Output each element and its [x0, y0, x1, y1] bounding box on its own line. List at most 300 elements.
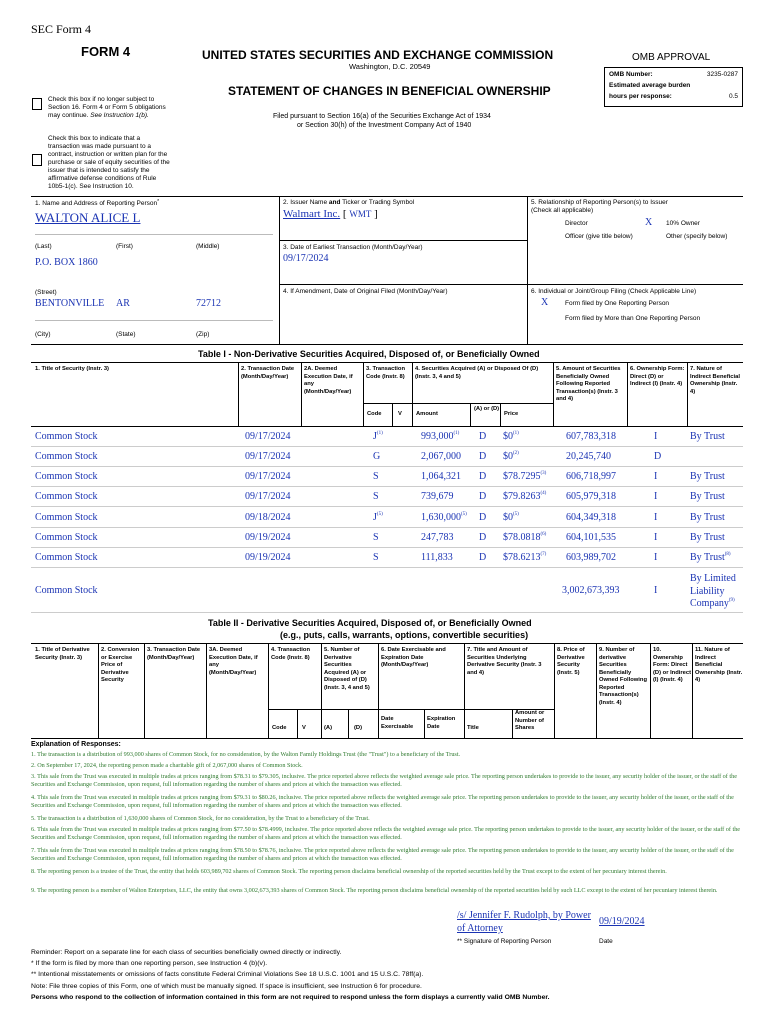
bracket-close: ]	[374, 208, 378, 220]
t1-cell-owned	[566, 491, 616, 502]
t1-col-deemed: 2A. Deemed Execution Date, if any (Month/Day/Year)	[304, 366, 353, 395]
filed-pursuant-2: or Section 30(h) of the Investment Company Act of 1940	[297, 122, 472, 129]
divider	[348, 709, 349, 738]
section16-checkbox[interactable]	[32, 98, 42, 110]
commission-title: UNITED STATES SECURITIES AND EXCHANGE COMMISSION	[202, 48, 554, 62]
t1-cell-nature	[690, 532, 725, 543]
t1-cell-title-text: Common Stock	[35, 451, 98, 462]
t1-cell-price	[503, 491, 546, 502]
zip-label: (Zip)	[196, 331, 210, 338]
t1-cell-date-text: 09/17/2024	[245, 431, 291, 442]
section16-instruction: See Instruction 1(b).	[90, 112, 149, 119]
earliest-date-value: 09/17/2024	[283, 253, 329, 264]
reminder-2: * If the form is filed by more than one reporting person, see Instruction 4 (b)(v).	[31, 960, 268, 967]
t1-cell-owned-text: 605,979,318	[566, 491, 616, 502]
t1-cell-nature-text: By Trust	[690, 552, 725, 563]
t1-last-nature-3: Company	[690, 598, 729, 609]
t1-cell-code	[373, 532, 379, 543]
reminder-4: Note: File three copies of this Form, one of which must be manually signed. If space is insufficient, see Instruction 6 for procedure.	[31, 983, 422, 990]
t1-cell-date	[245, 451, 291, 462]
t2-col-ownership: 10. Ownership Form: Direct (D) or Indirect (I) (Instr. 4)	[653, 647, 692, 683]
t1-cell-form	[654, 552, 657, 563]
t1-cell-amount	[421, 532, 454, 543]
t1-cell-price-footnote: (4)	[540, 491, 547, 496]
t1-cell-form-text: I	[654, 552, 658, 563]
footnote-3: 3. This sale from the Trust was executed in multiple trades at prices ranging from $78.31 to $79.305, inclusive. The price reported above reflects the weighted average sale price. The reporting person undertakes to provide to the issuer, any security holder of the issuer, or the staff of the Securities and Exchange Commission, upon request, full information regarding the number of shares and prices at which the transaction was effected.	[31, 773, 737, 788]
omb-hours-label: hours per response:	[609, 93, 672, 100]
t1-cell-owned	[566, 552, 616, 563]
t1-cell-nature-text: By Trust	[690, 431, 725, 442]
t1-cell-owned	[566, 532, 616, 543]
rule10b5-line: purchase or sale of equity securities of the	[48, 159, 170, 166]
t1-sub-code: Code	[367, 411, 382, 417]
t1-col-amount-owned: 5. Amount of Securities Beneficially Owned Following Reported Transaction(s) (Instr. 3 and 4)	[556, 366, 621, 402]
t1-cell-ad-text: D	[479, 491, 487, 502]
t1-cell-amount-text: 111,833	[421, 552, 453, 563]
footnote-4: 4. This sale from the Trust was executed in multiple trades at prices ranging from $79.31 to $80.26, inclusive. The price reported above reflects the weighted average sale price. The reporting person undertakes to provide to the issuer, any security holder of the issuer, or the staff of the Securities and Exchange Commission, upon request, full information regarding the number of shares and prices at which the transaction was effected.	[31, 794, 734, 809]
divider	[279, 196, 280, 344]
t1-cell-date	[245, 431, 291, 442]
divider	[596, 643, 597, 738]
t1-cell-owned	[566, 471, 616, 482]
divider	[363, 362, 364, 426]
table-row	[31, 508, 743, 528]
sec-form-label: SEC Form 4	[31, 22, 92, 36]
t1-last-owned: 3,002,673,393	[562, 585, 620, 596]
t1-cell-owned-text: 604,101,535	[566, 532, 616, 543]
t1-cell-price-text: $79.8263	[503, 491, 541, 502]
omb-burden-label: Estimated average burden	[609, 82, 691, 89]
rule10b5-line: issuer that is intended to satisfy the	[48, 167, 150, 174]
t1-cell-title	[35, 532, 98, 543]
t1-cell-nature-footnote: (8)	[724, 552, 731, 557]
divider	[31, 196, 743, 197]
table-row	[31, 487, 743, 507]
street-value: P.O. BOX 1860	[35, 257, 98, 268]
t1-cell-price-footnote: (6)	[540, 532, 547, 537]
t1-last-title: Common Stock	[35, 585, 98, 596]
filing-more: Form filed by More than One Reporting Person	[565, 315, 701, 322]
t1-cell-amount	[421, 431, 459, 442]
t1-cell-title	[35, 431, 98, 442]
t2-sub-expiration: Expiration Date	[427, 716, 456, 730]
rule10b5-line: affirmative defense conditions of Rule	[48, 175, 157, 182]
t1-cell-price	[503, 512, 519, 523]
filed-pursuant-1: Filed pursuant to Section 16(a) of the Securities Exchange Act of 1934	[273, 113, 491, 120]
filing-mark[interactable]: X	[541, 297, 549, 308]
footnote-2: 2. On September 17, 2024, the reporting person made a charitable gift of 2,067,000 shares of Common Stock.	[31, 762, 303, 769]
t1-sub-amount: Amount	[416, 411, 438, 417]
state-value: AR	[116, 298, 130, 309]
t1-cell-owned	[566, 451, 611, 462]
t1-cell-price-footnote: (2)	[513, 451, 519, 456]
zip-value: 72712	[196, 298, 221, 309]
signature-line-1: /s/ Jennifer F. Rudolph, by Power	[457, 910, 591, 921]
amendment-label: 4. If Amendment, Date of Original Filed (Month/Day/Year)	[283, 288, 448, 295]
t2-sub-a: (A)	[324, 725, 333, 731]
issuer-ticker: WMT	[349, 209, 372, 219]
rule10b5-line: transaction was made pursuant to a	[48, 143, 151, 150]
t1-cell-title	[35, 491, 98, 502]
first-name-label: (First)	[116, 243, 133, 250]
earliest-date-label: 3. Date of Earliest Transaction (Month/Day/Year)	[283, 244, 423, 251]
reporting-person-label-text: 1. Name and Address of Reporting Person	[35, 200, 158, 207]
t1-cell-ad-text: D	[479, 431, 487, 442]
t1-sub-v: V	[398, 411, 402, 417]
t1-cell-date	[245, 471, 291, 482]
date-label: Date	[599, 938, 613, 945]
t1-last-nature-2: Liability	[690, 585, 725, 597]
t1-cell-amount	[421, 552, 453, 563]
t1-cell-price-text: $0	[503, 431, 513, 442]
t1-cell-ad-text: D	[479, 512, 487, 523]
t2-sub-code: Code	[272, 725, 287, 731]
middle-name-label: (Middle)	[196, 243, 220, 250]
t1-cell-date	[245, 491, 291, 502]
t1-cell-date-text: 09/17/2024	[245, 471, 291, 482]
city-value: BENTONVILLE	[35, 298, 105, 309]
t1-cell-ad-text: D	[479, 471, 487, 482]
divider	[692, 643, 693, 738]
rule10b5-line: Check this box to indicate that a	[48, 135, 141, 142]
ten-percent-owner-label: 10% Owner	[666, 220, 700, 227]
bracket-open: [	[342, 208, 347, 220]
t1-cell-title-text: Common Stock	[35, 491, 98, 502]
t1-cell-price	[503, 552, 546, 563]
t1-cell-form	[654, 471, 657, 482]
t1-cell-ad	[479, 491, 486, 502]
t1-cell-code	[373, 431, 383, 442]
omb-hours: 0.5	[728, 93, 738, 100]
t1-cell-code-text: J	[373, 512, 377, 523]
signature-date: 09/19/2024	[599, 916, 645, 927]
t2-sub-exercisable: Date Exercisable	[381, 716, 414, 730]
t1-cell-price-text: $0	[503, 512, 513, 523]
t1-cell-amount-text: 993,000	[421, 431, 454, 442]
t1-sub-aord: (A) or (D)	[474, 406, 500, 412]
t1-cell-date-text: 09/17/2024	[245, 491, 291, 502]
divider	[470, 403, 471, 426]
street-label: (Street)	[35, 289, 57, 296]
divider	[98, 643, 99, 738]
divider	[31, 362, 743, 363]
table1-title: Table I - Non-Derivative Securities Acquired, Disposed of, or Beneficially Owned	[198, 349, 540, 359]
divider	[321, 643, 322, 738]
t1-cell-price-footnote: (1)	[513, 431, 519, 436]
divider	[31, 738, 743, 739]
t1-last-nature	[690, 573, 736, 611]
divider	[279, 284, 743, 285]
footnote-5: 5. The transaction is a distribution of 1,630,000 shares of Common Stock, for no consideration, by the Trust to a beneficiary of the Trust.	[31, 815, 370, 822]
rule10b5-line: 10b5-1(c). See Instruction 10.	[48, 183, 134, 190]
divider	[31, 612, 743, 613]
filing-one: Form filed by One Reporting Person	[565, 300, 670, 307]
signature	[457, 909, 591, 935]
issuer-value	[283, 208, 378, 220]
t1-cell-amount	[421, 512, 467, 523]
t1-cell-nature-text: By Trust	[690, 471, 725, 482]
t2-sub-d: (D)	[354, 725, 363, 731]
t1-cell-price-footnote: (3)	[540, 471, 547, 476]
footnote-7: 7. This sale from the Trust was executed in multiple trades at prices ranging from $78.50 to $78.76, inclusive. The price reported above reflects the weighted average sale price. The reporting person undertakes to provide to the issuer, any security holder of the issuer, or the staff of the Securities and Exchange Commission, upon request, full information regarding the number of shares and prices at which the transaction was effected.	[31, 847, 734, 862]
t1-cell-owned-text: 20,245,740	[566, 451, 611, 462]
t1-cell-amount-text: 2,067,000	[421, 451, 461, 462]
other-label: Other (specify below)	[666, 233, 728, 240]
t1-col-nature: 7. Nature of Indirect Beneficial Ownership (Instr. 4)	[690, 366, 740, 395]
footnote-9: 9. The reporting person is a member of Walton Enterprises, LLC, the entity that owns 3,002,673,393 shares of Common Stock. The reporting person disclaims beneficial ownership of the reported securities held by such LLC except to the extent of her pecuniary interest therein.	[31, 887, 718, 894]
divider	[392, 403, 393, 426]
t1-cell-code-text: S	[373, 491, 379, 502]
t2-col-date: 3. Transaction Date (Month/Day/Year)	[147, 647, 201, 661]
t1-cell-ad	[479, 512, 486, 523]
divider	[553, 362, 554, 426]
reporting-person-name[interactable]: WALTON ALICE L	[35, 210, 141, 225]
owner-mark[interactable]: X	[645, 217, 653, 228]
table-row	[31, 467, 743, 487]
t1-cell-amount-footnote: (1)	[453, 431, 460, 436]
t1-cell-ad	[479, 471, 486, 482]
divider	[650, 643, 651, 738]
t1-cell-price	[503, 431, 519, 442]
t2-sub-v: V	[302, 725, 306, 731]
divider	[554, 643, 555, 738]
t1-col-ownership: 6. Ownership Form: Direct (D) or Indirect (I) (Instr. 4)	[630, 366, 685, 387]
divider	[35, 320, 273, 321]
t1-cell-nature	[690, 431, 725, 442]
last-name-label: (Last)	[35, 243, 52, 250]
t1-cell-ad	[479, 532, 486, 543]
footnote-8: 8. The reporting person is a trustee of the Trust, the entity that holds 603,989,702 shares of Common Stock. The reporting person disclaims beneficial ownership of the reported securities held by the Trust except to the extent of her pecuniary interest therein.	[31, 868, 667, 875]
t1-cell-nature-text: By Trust	[690, 512, 725, 523]
divider	[206, 643, 207, 738]
t1-cell-price-text: $0	[503, 451, 513, 462]
t1-cell-title-text: Common Stock	[35, 532, 98, 543]
t2-col-conversion: 2. Conversion or Exercise Price of Derivative Security	[101, 647, 140, 683]
t1-cell-price-footnote: (7)	[540, 552, 547, 557]
issuer-name[interactable]: Walmart Inc.	[283, 208, 341, 220]
t1-cell-title-text: Common Stock	[35, 552, 98, 563]
divider	[279, 240, 527, 241]
row-divider	[31, 567, 743, 568]
t1-cell-ad-text: D	[479, 552, 487, 563]
t1-cell-code-footnote: (5)	[376, 512, 383, 517]
t1-cell-title	[35, 552, 98, 563]
reminder-3: ** Intentional misstatements or omissions of facts constitute Federal Criminal Violations See 18 U.S.C. 1001 and 15 U.S.C. 78ff(a).	[31, 971, 424, 978]
t1-cell-owned-text: 604,349,318	[566, 512, 616, 523]
t1-cell-ad	[479, 552, 486, 563]
divider	[144, 643, 145, 738]
t1-cell-code	[373, 491, 379, 502]
t1-cell-form-text: I	[654, 431, 658, 442]
t1-cell-price	[503, 451, 519, 462]
t1-cell-nature	[690, 471, 725, 482]
t1-cell-amount-text: 739,679	[421, 491, 454, 502]
t1-cell-price	[503, 471, 546, 482]
divider	[238, 362, 239, 426]
omb-number-label: OMB Number:	[609, 71, 653, 78]
statement-title: STATEMENT OF CHANGES IN BENEFICIAL OWNERSHIP	[228, 84, 551, 98]
table-row	[31, 427, 743, 447]
divider	[527, 196, 528, 344]
t1-cell-ad-text: D	[479, 451, 487, 462]
divider	[687, 362, 688, 426]
t1-cell-amount-text: 1,064,321	[421, 471, 461, 482]
t1-cell-nature	[690, 491, 725, 502]
footnote-6: 6. This sale from the Trust was executed in multiple trades at prices ranging from $77.50 to $78.4999, inclusive. The price reported above reflects the weighted average sale price. The reporting person undertakes to provide to the issuer, any security holder of the issuer, or the staff of the Securities and Exchange Commission, upon request, full information regarding the number of shares and prices at which the transaction was effected.	[31, 826, 741, 841]
signature-line-2: of Attorney	[457, 923, 503, 934]
form-number: FORM 4	[81, 44, 131, 59]
row-divider	[31, 506, 743, 507]
t1-cell-title-text: Common Stock	[35, 512, 98, 523]
rule10b5-checkbox[interactable]	[32, 154, 42, 166]
reporting-person-label	[35, 200, 159, 208]
t1-cell-code-text: G	[373, 451, 381, 462]
t1-cell-price-text: $78.7295	[503, 471, 541, 482]
t1-cell-owned-text: 607,783,318	[566, 431, 616, 442]
t1-cell-title	[35, 512, 98, 523]
t1-cell-title	[35, 451, 98, 462]
t1-cell-code	[373, 451, 380, 462]
t1-last-nature-1: By Limited	[690, 573, 736, 584]
t1-last-nature-fn: (9)	[728, 598, 735, 603]
city-label: (City)	[35, 331, 51, 338]
t1-cell-amount	[421, 471, 461, 482]
t1-cell-form	[654, 451, 661, 462]
t2-sub-title: Title	[467, 725, 479, 731]
issuer-label-a: 2. Issuer Name	[283, 199, 329, 206]
divider	[301, 362, 302, 426]
table2-title-1: Table II - Derivative Securities Acquired, Disposed of, or Beneficially Owned	[208, 618, 532, 628]
relationship-label: 5. Relationship of Reporting Person(s) to Issuer	[531, 199, 668, 206]
t1-cell-price-footnote: (5)	[513, 512, 519, 517]
t1-cell-title-text: Common Stock	[35, 471, 98, 482]
t1-cell-amount-text: 1,630,000	[421, 512, 461, 523]
table2-title-2: (e.g., puts, calls, warrants, options, convertible securities)	[280, 630, 529, 640]
t1-col-code: 3. Transaction Code (Instr. 8)	[366, 366, 405, 380]
issuer-label	[283, 199, 414, 207]
t1-cell-form-text: I	[654, 471, 658, 482]
t1-cell-date	[245, 552, 291, 563]
section16-text	[48, 96, 166, 120]
t1-cell-form-text: I	[654, 532, 658, 543]
table-row	[31, 447, 743, 467]
t1-cell-code-text: S	[373, 552, 379, 563]
t1-cell-price	[503, 532, 546, 543]
t1-cell-form	[654, 532, 657, 543]
issuer-label-b: and	[328, 199, 341, 206]
officer-label: Officer (give title below)	[565, 233, 633, 240]
director-label: Director	[565, 220, 588, 227]
issuer-label-c: Ticker or Trading Symbol	[340, 199, 415, 206]
t1-cell-form-text: D	[654, 451, 662, 462]
state-label: (State)	[116, 331, 136, 338]
t2-col-title: 1. Title of Derivative Security (Instr. 3)	[35, 647, 90, 661]
explanation-label: Explanation of Responses:	[31, 741, 121, 748]
t1-cell-form	[654, 431, 657, 442]
table-row	[31, 548, 743, 568]
t2-col-underlying: 7. Title and Amount of Securities Underlying Derivative Security (Instr. 3 and 4)	[467, 647, 542, 676]
t1-cell-date	[245, 532, 291, 543]
t1-cell-nature-text: By Trust	[690, 532, 725, 543]
t1-cell-price-text: $78.6213	[503, 552, 541, 563]
t1-cell-code-text: J	[373, 431, 377, 442]
divider	[297, 709, 298, 738]
t2-col-code: 4. Transaction Code (Instr. 8)	[271, 647, 310, 661]
divider	[627, 362, 628, 426]
t2-col-nature: 11. Nature of Indirect Beneficial Ownership (Instr. 4)	[695, 647, 743, 683]
section16-line-2: Section 16. Form 4 or Form 5 obligations	[48, 104, 166, 111]
t2-col-exercisable: 6. Date Exercisable and Expiration Date (Month/Day/Year)	[381, 647, 446, 668]
divider	[378, 643, 379, 738]
t1-cell-form-text: I	[654, 512, 658, 523]
divider	[35, 234, 273, 235]
section16-line-3: may continue.	[48, 112, 89, 119]
reminder-1: Reminder: Report on a separate line for each class of securities beneficially owned directly or indirectly.	[31, 949, 342, 956]
footnote-1: 1. The transaction is a distribution of 993,000 shares of Common Stock, for no consideration, by the Walton Family Holdings Trust (the "Trust") to a beneficiary of the Trust.	[31, 751, 461, 758]
t2-col-deemed: 3A. Deemed Execution Date, if any (Month/Day/Year)	[209, 647, 258, 676]
t1-cell-date	[245, 512, 291, 523]
divider	[500, 403, 501, 426]
divider	[31, 643, 743, 644]
divider	[268, 643, 269, 738]
t2-col-price: 8. Price of Derivative Security (Instr. 5)	[557, 647, 585, 676]
t2-col-owned: 9. Number of derivative Securities Beneficially Owned Following Reported Transaction(s) (Instr. 4)	[599, 647, 647, 706]
reporting-person-star: *	[157, 199, 160, 205]
t1-cell-owned-text: 606,718,997	[566, 471, 616, 482]
divider	[512, 709, 513, 738]
divider	[31, 344, 743, 345]
reminder-5: Persons who respond to the collection of information contained in this form are not required to respond unless the form displays a currently valid OMB Number.	[31, 994, 550, 1001]
omb-approval-title: OMB APPROVAL	[632, 52, 711, 63]
t1-cell-code	[373, 471, 379, 482]
t1-cell-code	[373, 512, 383, 523]
t1-cell-price-text: $78.0818	[503, 532, 541, 543]
t1-cell-ad-text: D	[479, 532, 487, 543]
t1-cell-code	[373, 552, 379, 563]
t1-cell-owned-text: 603,989,702	[566, 552, 616, 563]
t1-cell-amount-text: 247,783	[421, 532, 454, 543]
t1-col-title: 1. Title of Security (Instr. 3)	[35, 366, 109, 372]
t1-cell-owned	[566, 431, 616, 442]
t1-cell-nature	[690, 552, 731, 563]
t1-cell-date-text: 09/18/2024	[245, 512, 291, 523]
relationship-sub: (Check all applicable)	[531, 207, 594, 214]
t1-cell-form-text: I	[654, 491, 658, 502]
t1-cell-date-text: 09/19/2024	[245, 552, 291, 563]
t1-cell-amount	[421, 491, 454, 502]
t1-cell-owned	[566, 512, 616, 523]
section16-line-1: Check this box if no longer subject to	[48, 96, 155, 103]
commission-location: Washington, D.C. 20549	[349, 62, 431, 71]
t1-cell-date-text: 09/17/2024	[245, 451, 291, 462]
t1-cell-code-footnote: (1)	[376, 431, 383, 436]
t1-cell-nature-text: By Trust	[690, 491, 725, 502]
omb-box	[604, 67, 743, 107]
t2-col-number: 5. Number of Derivative Securities Acquired (A) or Disposed of (D) (Instr. 3, 4 and 5)	[324, 647, 370, 691]
t1-cell-nature	[690, 512, 725, 523]
t1-cell-form	[654, 491, 657, 502]
divider	[464, 643, 465, 738]
t1-cell-title	[35, 471, 98, 482]
divider	[412, 362, 413, 426]
filing-label: 6. Individual or Joint/Group Filing (Check Applicable Line)	[531, 288, 697, 295]
rule10b5-line: contract, instruction or written plan for the	[48, 151, 168, 158]
rule10b5-text	[48, 135, 170, 191]
t1-cell-form	[654, 512, 657, 523]
t1-cell-ad	[479, 431, 486, 442]
omb-number: 3235-0287	[706, 71, 738, 78]
t1-cell-title-text: Common Stock	[35, 431, 98, 442]
